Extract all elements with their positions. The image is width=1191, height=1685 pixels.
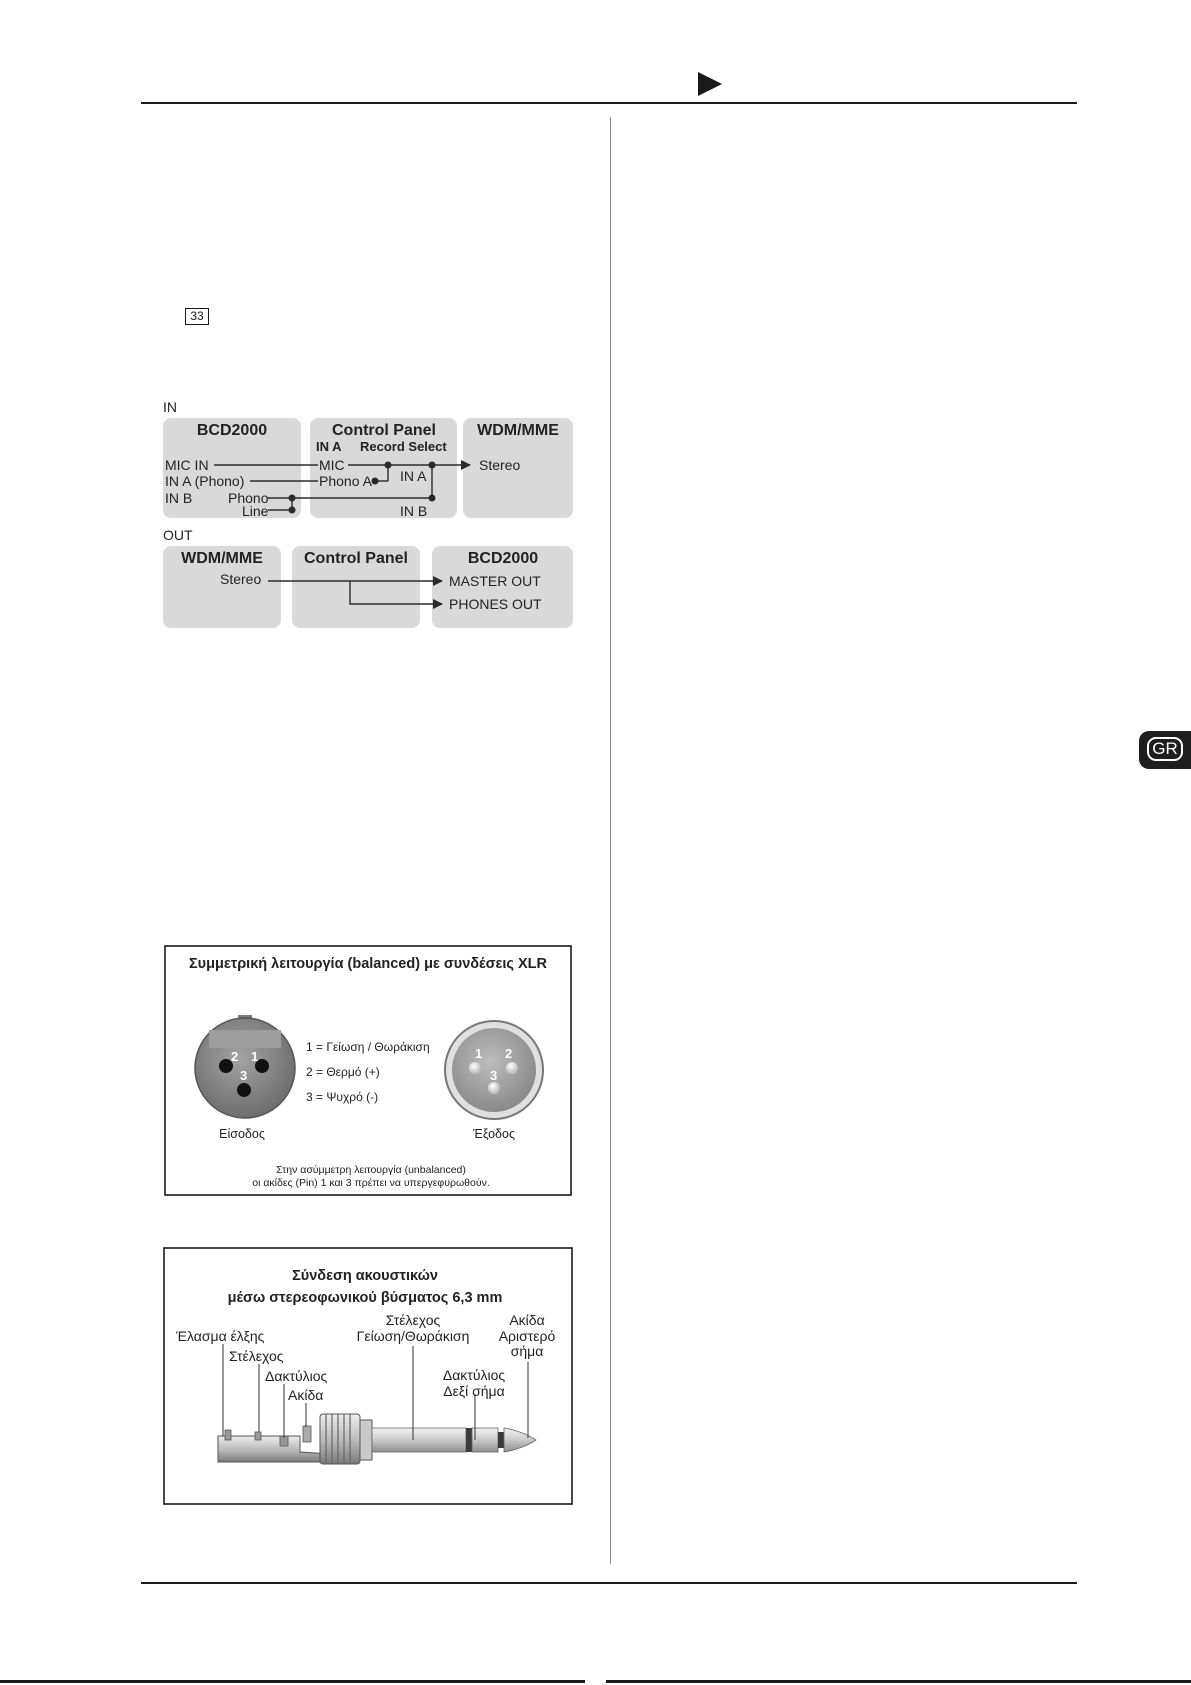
reference-number: 33: [185, 308, 209, 325]
jack-connection-figure: [162, 1246, 575, 1507]
out-wdm-title: WDM/MME: [181, 550, 263, 567]
label-line: Line: [242, 503, 269, 519]
xlr-output-label: Έξοδος: [473, 1127, 515, 1141]
label-mic: MIC: [319, 457, 345, 473]
out-bcd-title: BCD2000: [467, 550, 539, 567]
in-control-sub-b: Record Select: [360, 439, 447, 454]
out-control-title: Control Panel: [303, 550, 409, 567]
jack-label-ring-line1: Δακτύλιος: [442, 1367, 506, 1383]
label-phones-out: PHONES OUT: [449, 596, 542, 612]
header-arrow-icon: [698, 72, 722, 101]
label-stereo-in: Stereo: [479, 457, 521, 473]
jack-title-line1: Σύνδεση ακουστικών: [292, 1268, 438, 1284]
jack-label-sleeve-line1: Στέλεχος: [385, 1312, 441, 1328]
jack-label-tip-line2: Αριστερό: [498, 1328, 556, 1344]
column-divider: [610, 117, 611, 1564]
xlr-female-pin3: 3: [240, 1068, 248, 1083]
xlr-pin1-desc: 1 = Γείωση / Θωράκιση: [306, 1040, 430, 1054]
xlr-male-pin1: 1: [475, 1046, 483, 1061]
jack-label-strain-relief: Έλασμα έλξης: [176, 1328, 265, 1344]
jack-label-ring-small: Δακτύλιος: [265, 1368, 328, 1384]
in-wdm-title: WDM/MME: [477, 422, 559, 439]
jack-label-tip-small: Ακίδα: [288, 1387, 324, 1403]
in-label: IN: [163, 400, 177, 415]
jack-label-sleeve-line2: Γείωση/Θωράκιση: [356, 1328, 470, 1344]
label-in-b-node: IN B: [400, 503, 428, 519]
xlr-connection-figure: [164, 944, 574, 1198]
jack-label-tip-line3: σήμα: [510, 1343, 544, 1359]
footer-rule: [141, 1582, 1077, 1584]
label-stereo-out: Stereo: [220, 571, 262, 587]
language-tab: [1139, 731, 1191, 769]
in-control-title: Control Panel: [331, 422, 437, 439]
signal-flow-diagram: [160, 400, 580, 632]
label-mic-in: MIC IN: [165, 457, 209, 473]
language-tab-label: GR: [1147, 737, 1183, 761]
jack-title-line2: μέσω στερεοφωνικού βύσματος 6,3 mm: [227, 1290, 503, 1306]
xlr-pin3-desc: 3 = Ψυχρό (-): [306, 1090, 379, 1104]
label-phono-a: Phono A: [319, 473, 372, 489]
label-in-a-phono: IN A (Phono): [165, 473, 245, 489]
out-label: OUT: [163, 527, 193, 543]
xlr-note-line2: οι ακίδες (Pin) 1 και 3 πρέπει να υπεργεφυρωθούν.: [252, 1177, 490, 1189]
label-phono: Phono: [228, 490, 269, 506]
xlr-female-pin2: 2: [231, 1049, 239, 1064]
in-control-sub-a: IN A: [316, 439, 342, 454]
footer-crop-mark-left: [0, 1680, 585, 1683]
footer-crop-mark-right: [606, 1680, 1191, 1683]
label-in-a-node: IN A: [400, 468, 427, 484]
xlr-male-pin3: 3: [490, 1068, 498, 1083]
label-in-b: IN B: [165, 490, 193, 506]
jack-label-tip-line1: Ακίδα: [509, 1312, 545, 1328]
jack-label-ring-line2: Δεξί σήμα: [443, 1383, 505, 1399]
jack-label-sleeve-small: Στέλεχος: [229, 1348, 284, 1364]
xlr-male-pin2: 2: [505, 1046, 513, 1061]
xlr-pin2-desc: 2 = Θερμό (+): [306, 1065, 380, 1079]
xlr-input-label: Είσοδος: [219, 1127, 265, 1141]
in-bcd-title: BCD2000: [196, 422, 268, 439]
xlr-female-connector-icon: [195, 1015, 295, 1118]
label-master-out: MASTER OUT: [449, 573, 541, 589]
xlr-female-pin1: 1: [251, 1049, 259, 1064]
xlr-note-line1: Στην ασύμμετρη λειτουργία (unbalanced): [276, 1164, 466, 1176]
header-rule: [141, 102, 1077, 104]
xlr-title: Συμμετρική λειτουργία (balanced) με συνδέσεις XLR: [188, 956, 548, 972]
